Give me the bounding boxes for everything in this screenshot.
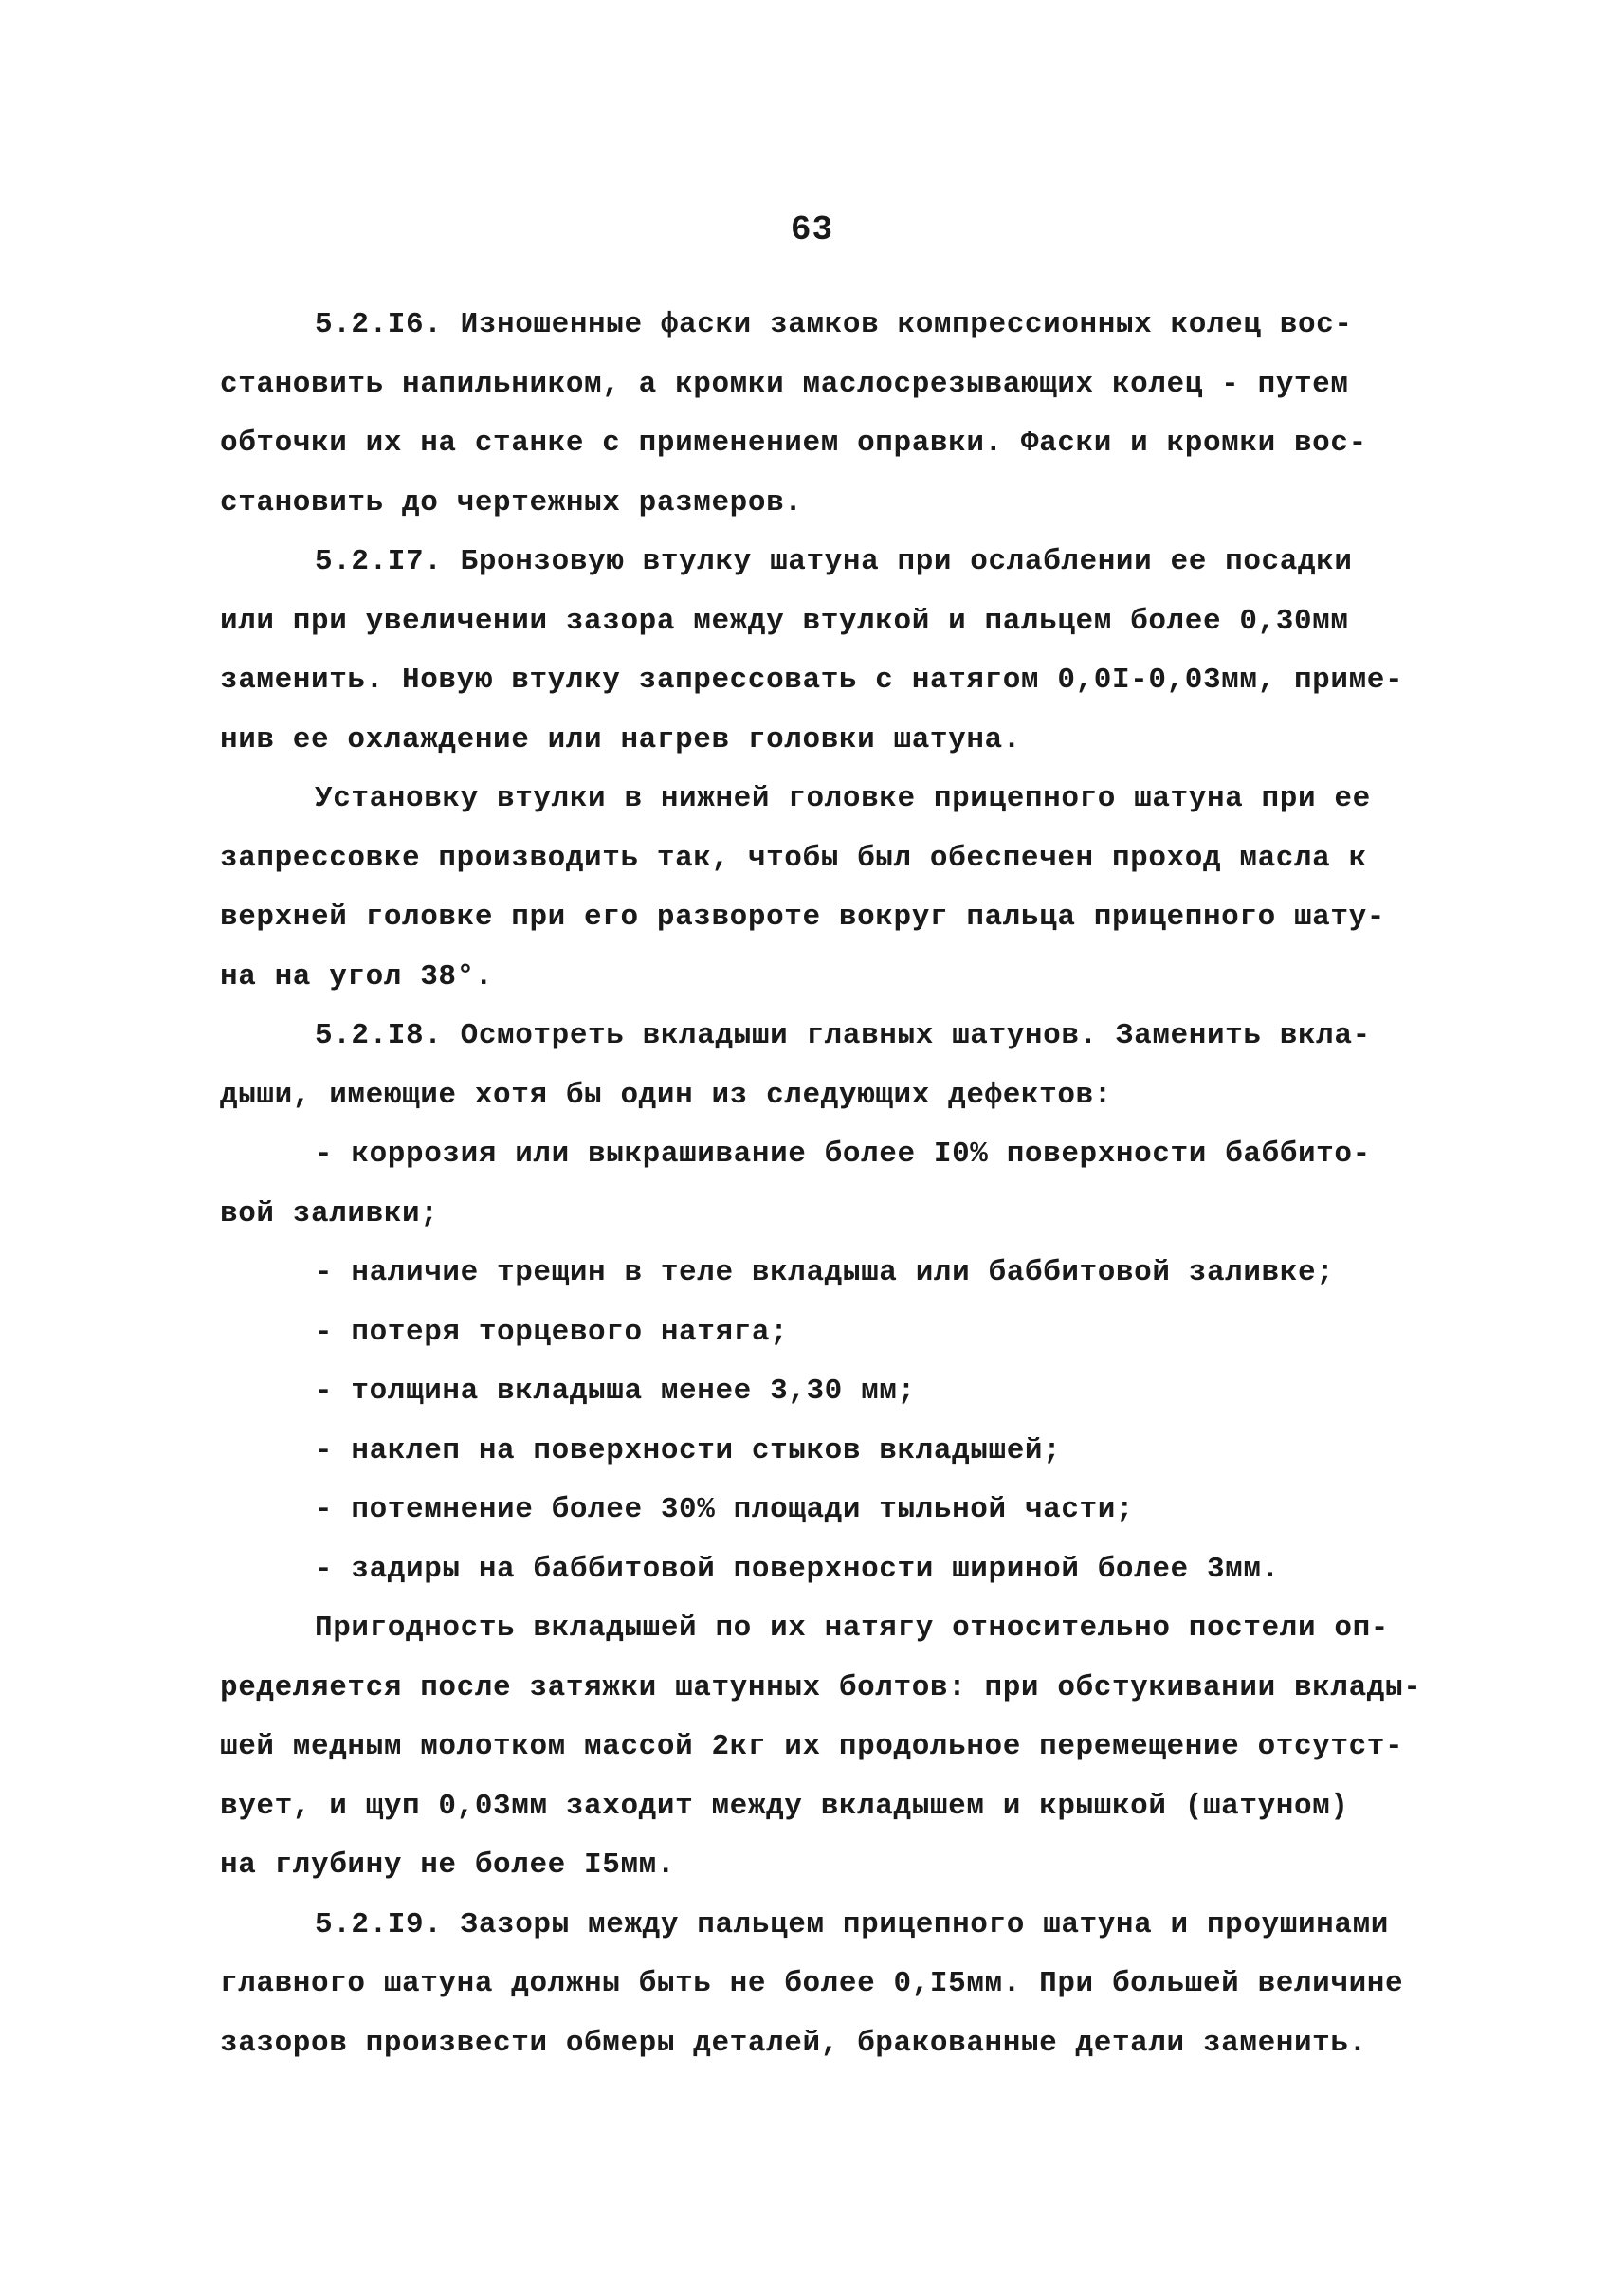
text-line: шей медным молотком массой 2кг их продольное перемещение отсутст-: [220, 1730, 1404, 1763]
text-line: - наклеп на поверхности стыков вкладышей;: [315, 1433, 1062, 1467]
text-line: дыши, имеющие хотя бы один из следующих дефектов:: [220, 1078, 1112, 1112]
text-line: Установку втулки в нижней головке прицепного шатуна при ее: [315, 782, 1371, 815]
text-line: вой заливки;: [220, 1196, 439, 1230]
text-line: 5.2.I6. Изношенные фаски замков компрессионных колец вос-: [315, 308, 1353, 341]
text-line: 5.2.I8. Осмотреть вкладыши главных шатунов. Заменить вкла-: [315, 1019, 1371, 1052]
text-line: запрессовке производить так, чтобы был обеспечен проход масла к: [220, 841, 1367, 875]
text-line: нив ее охлаждение или нагрев головки шатуна.: [220, 722, 1021, 756]
text-line: зазоров произвести обмеры деталей, бракованные детали заменить.: [220, 2026, 1367, 2060]
text-line: вует, и щуп 0,03мм заходит между вкладышем и крышкой (шатуном): [220, 1789, 1349, 1823]
text-line: ределяется после затяжки шатунных болтов: при обстукивании вклады-: [220, 1670, 1422, 1704]
page-number: 63: [790, 210, 834, 249]
text-line: Пригодность вкладышей по их натягу относительно постели оп-: [315, 1612, 1389, 1645]
text-line: - коррозия или выкрашивание более I0% поверхности баббито-: [315, 1138, 1371, 1171]
text-line: - потеря торцевого натяга;: [315, 1315, 789, 1349]
text-line: становить напильником, а кромки маслосрезывающих колец - путем: [220, 367, 1349, 401]
text-line: верхней головке при его развороте вокруг пальца прицепного шату-: [220, 901, 1385, 934]
text-line: или при увеличении зазора между втулкой и пальцем более 0,30мм: [220, 604, 1349, 638]
text-line: становить до чертежных размеров.: [220, 485, 803, 519]
text-line: на глубину не более I5мм.: [220, 1849, 676, 1882]
text-line: - задиры на баббитовой поверхности шириной более 3мм.: [315, 1552, 1280, 1586]
text-line: - потемнение более 30% площади тыльной части;: [315, 1493, 1135, 1526]
body-text: [220, 296, 1452, 2073]
text-line: на на угол 38°.: [220, 959, 494, 993]
text-line: главного шатуна должны быть не более 0,I5мм. При большей величине: [220, 1967, 1404, 2000]
text-line: обточки их на станке с применением оправки. Фаски и кромки вос-: [220, 427, 1367, 460]
text-line: заменить. Новую втулку запрессовать с натягом 0,0I-0,03мм, приме-: [220, 664, 1404, 697]
text-line: 5.2.I9. Зазоры между пальцем прицепного шатуна и проушинами: [315, 1907, 1389, 1941]
text-line: - наличие трещин в теле вкладыша или баббитовой заливке;: [315, 1256, 1335, 1289]
text-line: 5.2.I7. Бронзовую втулку шатуна при ослаблении ее посадки: [315, 545, 1353, 578]
text-line: - толщина вкладыша менее 3,30 мм;: [315, 1375, 916, 1408]
